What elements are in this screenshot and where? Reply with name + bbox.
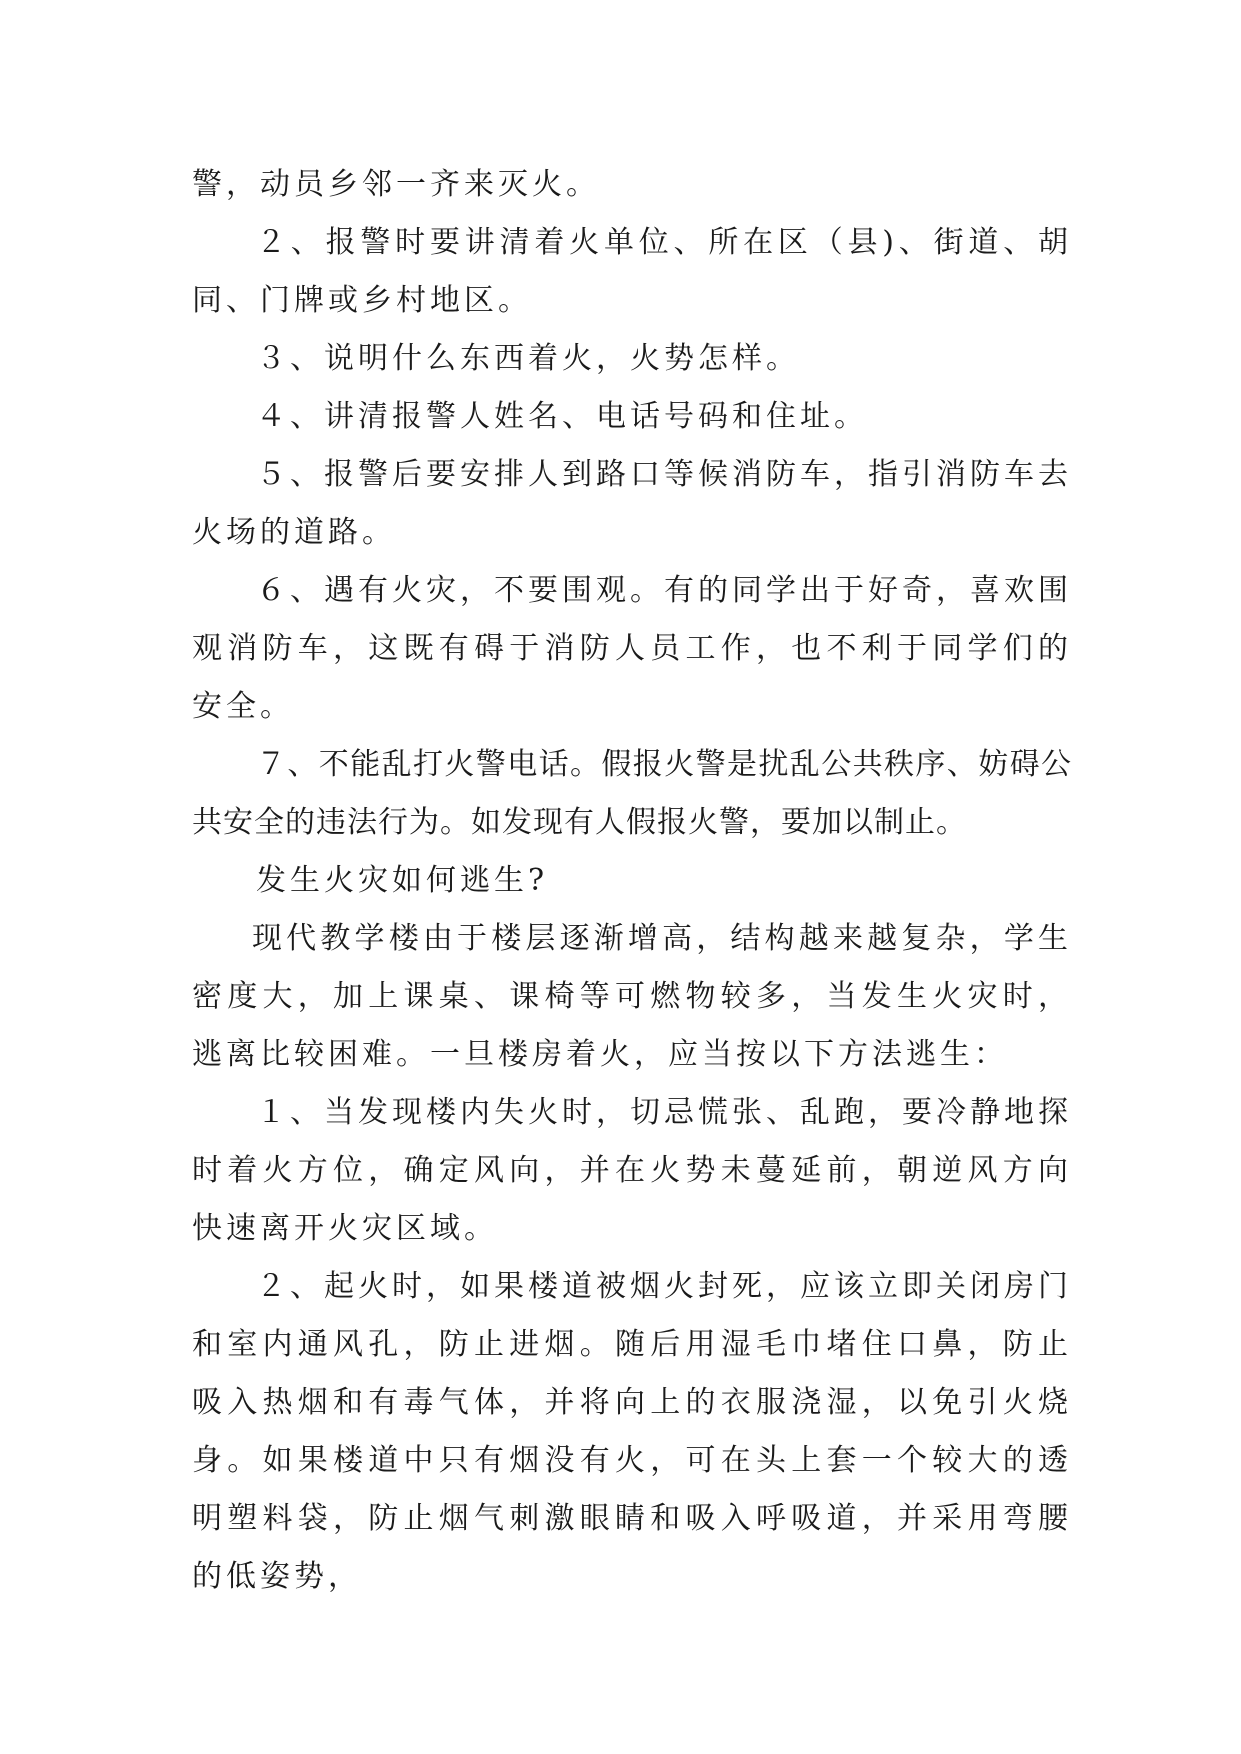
paragraph-9: １、当发现楼内失火时，切忌慌张、乱跑，要冷静地探时着火方位，确定风向，并在火势未蔓延前，朝逆风方向快速离开火灾区域。 [192, 1095, 1072, 1246]
paragraph-1: 警，动员乡邻一齐来灭火。 [192, 167, 600, 202]
paragraph-7: ７、不能乱打火警电话。假报火警是扰乱公共秩序、妨碍公共安全的违法行为。如发现有人假报火警，要加以制止。 [192, 747, 1072, 840]
paragraph-8: 现代教学楼由于楼层逐渐增高，结构越来越复杂，学生密度大，加上课桌、课椅等可燃物较多，当发生火灾时，逃离比较困难。一旦楼房着火，应当按以下方法逃生： [192, 921, 1072, 1072]
document-body [192, 156, 1072, 1606]
paragraph-5: ５、报警后要安排人到路口等候消防车，指引消防车去火场的道路。 [192, 457, 1072, 550]
paragraph-10: ２、起火时，如果楼道被烟火封死，应该立即关闭房门和室内通风孔，防止进烟。随后用湿毛巾堵住口鼻，防止吸入热烟和有毒气体，并将向上的衣服浇湿，以免引火烧身。如果楼道中只有烟没有火，可在头上套一个较大的透明塑料袋，防止烟气刺激眼睛和吸入呼吸道，并采用弯腰的低姿势， [192, 1269, 1072, 1594]
section-heading: 发生火灾如何逃生? [256, 863, 549, 898]
paragraph-4: ４、讲清报警人姓名、电话号码和住址。 [256, 399, 868, 434]
paragraph-3: ３、说明什么东西着火，火势怎样。 [256, 341, 800, 376]
paragraph-6: ６、遇有火灾，不要围观。有的同学出于好奇，喜欢围观消防车，这既有碍于消防人员工作，也不利于同学们的安全。 [192, 573, 1072, 724]
paragraph-2: ２、报警时要讲清着火单位、所在区（县)、街道、胡同、门牌或乡村地区。 [192, 225, 1072, 318]
